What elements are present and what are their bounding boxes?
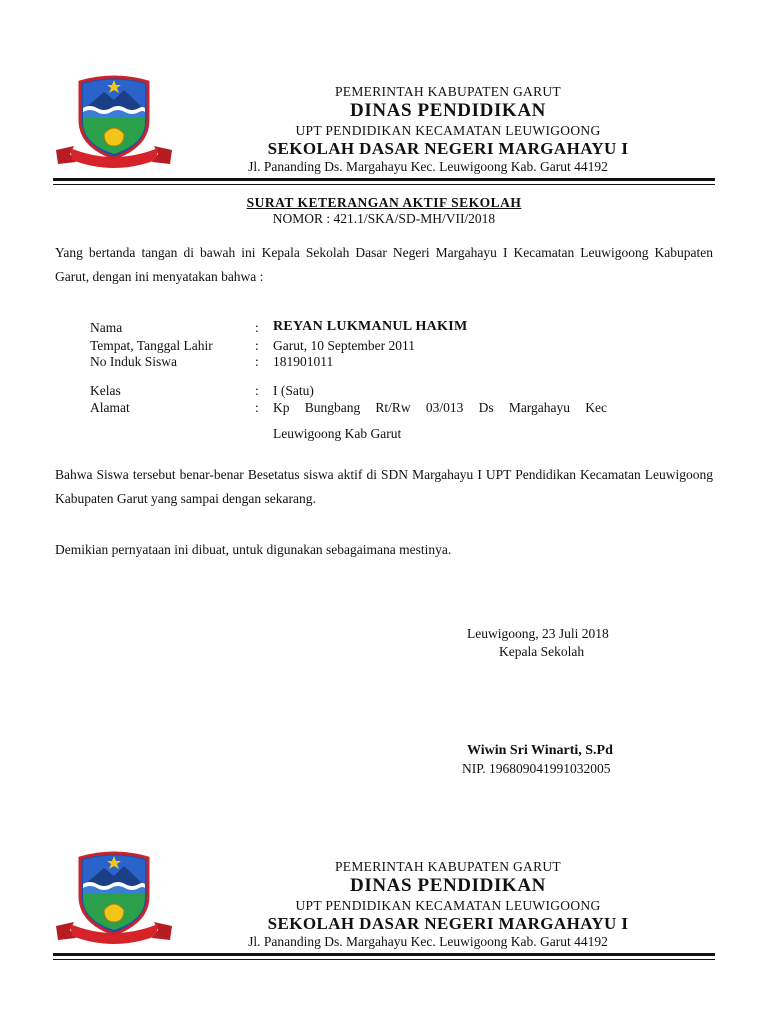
statement-paragraph: Bahwa Siswa tersebut benar-benar Besetatus siswa aktif di SDN Margahayu I UPT Pendidikan Kecamatan Leuwigoong Kabupaten Garut yang sampai dengan sekarang. (55, 467, 713, 506)
field-label-kelas: Kelas (90, 383, 121, 398)
letterhead-rule-thin (53, 959, 715, 960)
document-number: NOMOR : 421.1/SKA/SD-MH/VII/2018 (272, 211, 496, 226)
field-value-alamat-line2: Leuwigoong Kab Garut (273, 426, 402, 441)
field-separator: : (255, 320, 259, 335)
letterhead-school: SEKOLAH DASAR NEGERI MARGAHAYU I (267, 914, 629, 933)
signature-position: Kepala Sekolah (499, 644, 585, 659)
field-value-nama: REYAN LUKMANUL HAKIM (273, 319, 468, 334)
field-separator: : (255, 383, 259, 398)
field-separator: : (255, 354, 259, 369)
letterhead-rule-thick (53, 178, 715, 181)
field-value-alamat-line1: Kp Bungbang Rt/Rw 03/013 Ds Margahayu Kec (273, 400, 607, 415)
field-value-ttl: Garut, 10 September 2011 (273, 338, 415, 353)
letterhead-agency: DINAS PENDIDIKAN (350, 875, 546, 896)
letterhead-school: SEKOLAH DASAR NEGERI MARGAHAYU I (267, 139, 629, 158)
letterhead-rule-thick (53, 953, 715, 956)
intro-paragraph: Yang bertanda tangan di bawah ini Kepala Sekolah Dasar Negeri Margahayu I Kecamatan Leuwigoong Kabupaten Garut, dengan ini menyatakan bahwa : (55, 245, 713, 284)
letterhead-upt: UPT PENDIDIKAN KECAMATAN LEUWIGOONG (295, 898, 601, 913)
field-value-nis: 181901011 (273, 354, 334, 369)
document-title: SURAT KETERANGAN AKTIF SEKOLAH (246, 195, 522, 210)
field-value-kelas: I (Satu) (273, 383, 314, 398)
letterhead-address: Jl. Pananding Ds. Margahayu Kec. Leuwigoong Kab. Garut 44192 (248, 934, 608, 949)
field-label-alamat: Alamat (90, 400, 130, 415)
letterhead-agency: DINAS PENDIDIKAN (350, 100, 546, 121)
field-label-nama: Nama (90, 320, 123, 335)
letterhead-upt: UPT PENDIDIKAN KECAMATAN LEUWIGOONG (295, 123, 601, 138)
signature-place-date: Leuwigoong, 23 Juli 2018 (467, 626, 609, 641)
field-separator: : (255, 400, 259, 415)
letterhead-government: PEMERINTAH KABUPATEN GARUT (335, 84, 561, 99)
district-logo (52, 850, 176, 950)
signature-nip: NIP. 196809041991032005 (462, 761, 611, 776)
field-separator: : (255, 338, 259, 353)
field-label-ttl: Tempat, Tanggal Lahir (90, 338, 213, 353)
district-logo (52, 74, 176, 174)
field-label-nis: No Induk Siswa (90, 354, 177, 369)
letterhead-government: PEMERINTAH KABUPATEN GARUT (335, 859, 561, 874)
closing-paragraph: Demikian pernyataan ini dibuat, untuk digunakan sebagaimana mestinya. (55, 542, 452, 557)
signature-name: Wiwin Sri Winarti, S.Pd (467, 743, 613, 758)
letterhead-address: Jl. Pananding Ds. Margahayu Kec. Leuwigoong Kab. Garut 44192 (248, 159, 608, 174)
letterhead-rule-thin (53, 184, 715, 185)
